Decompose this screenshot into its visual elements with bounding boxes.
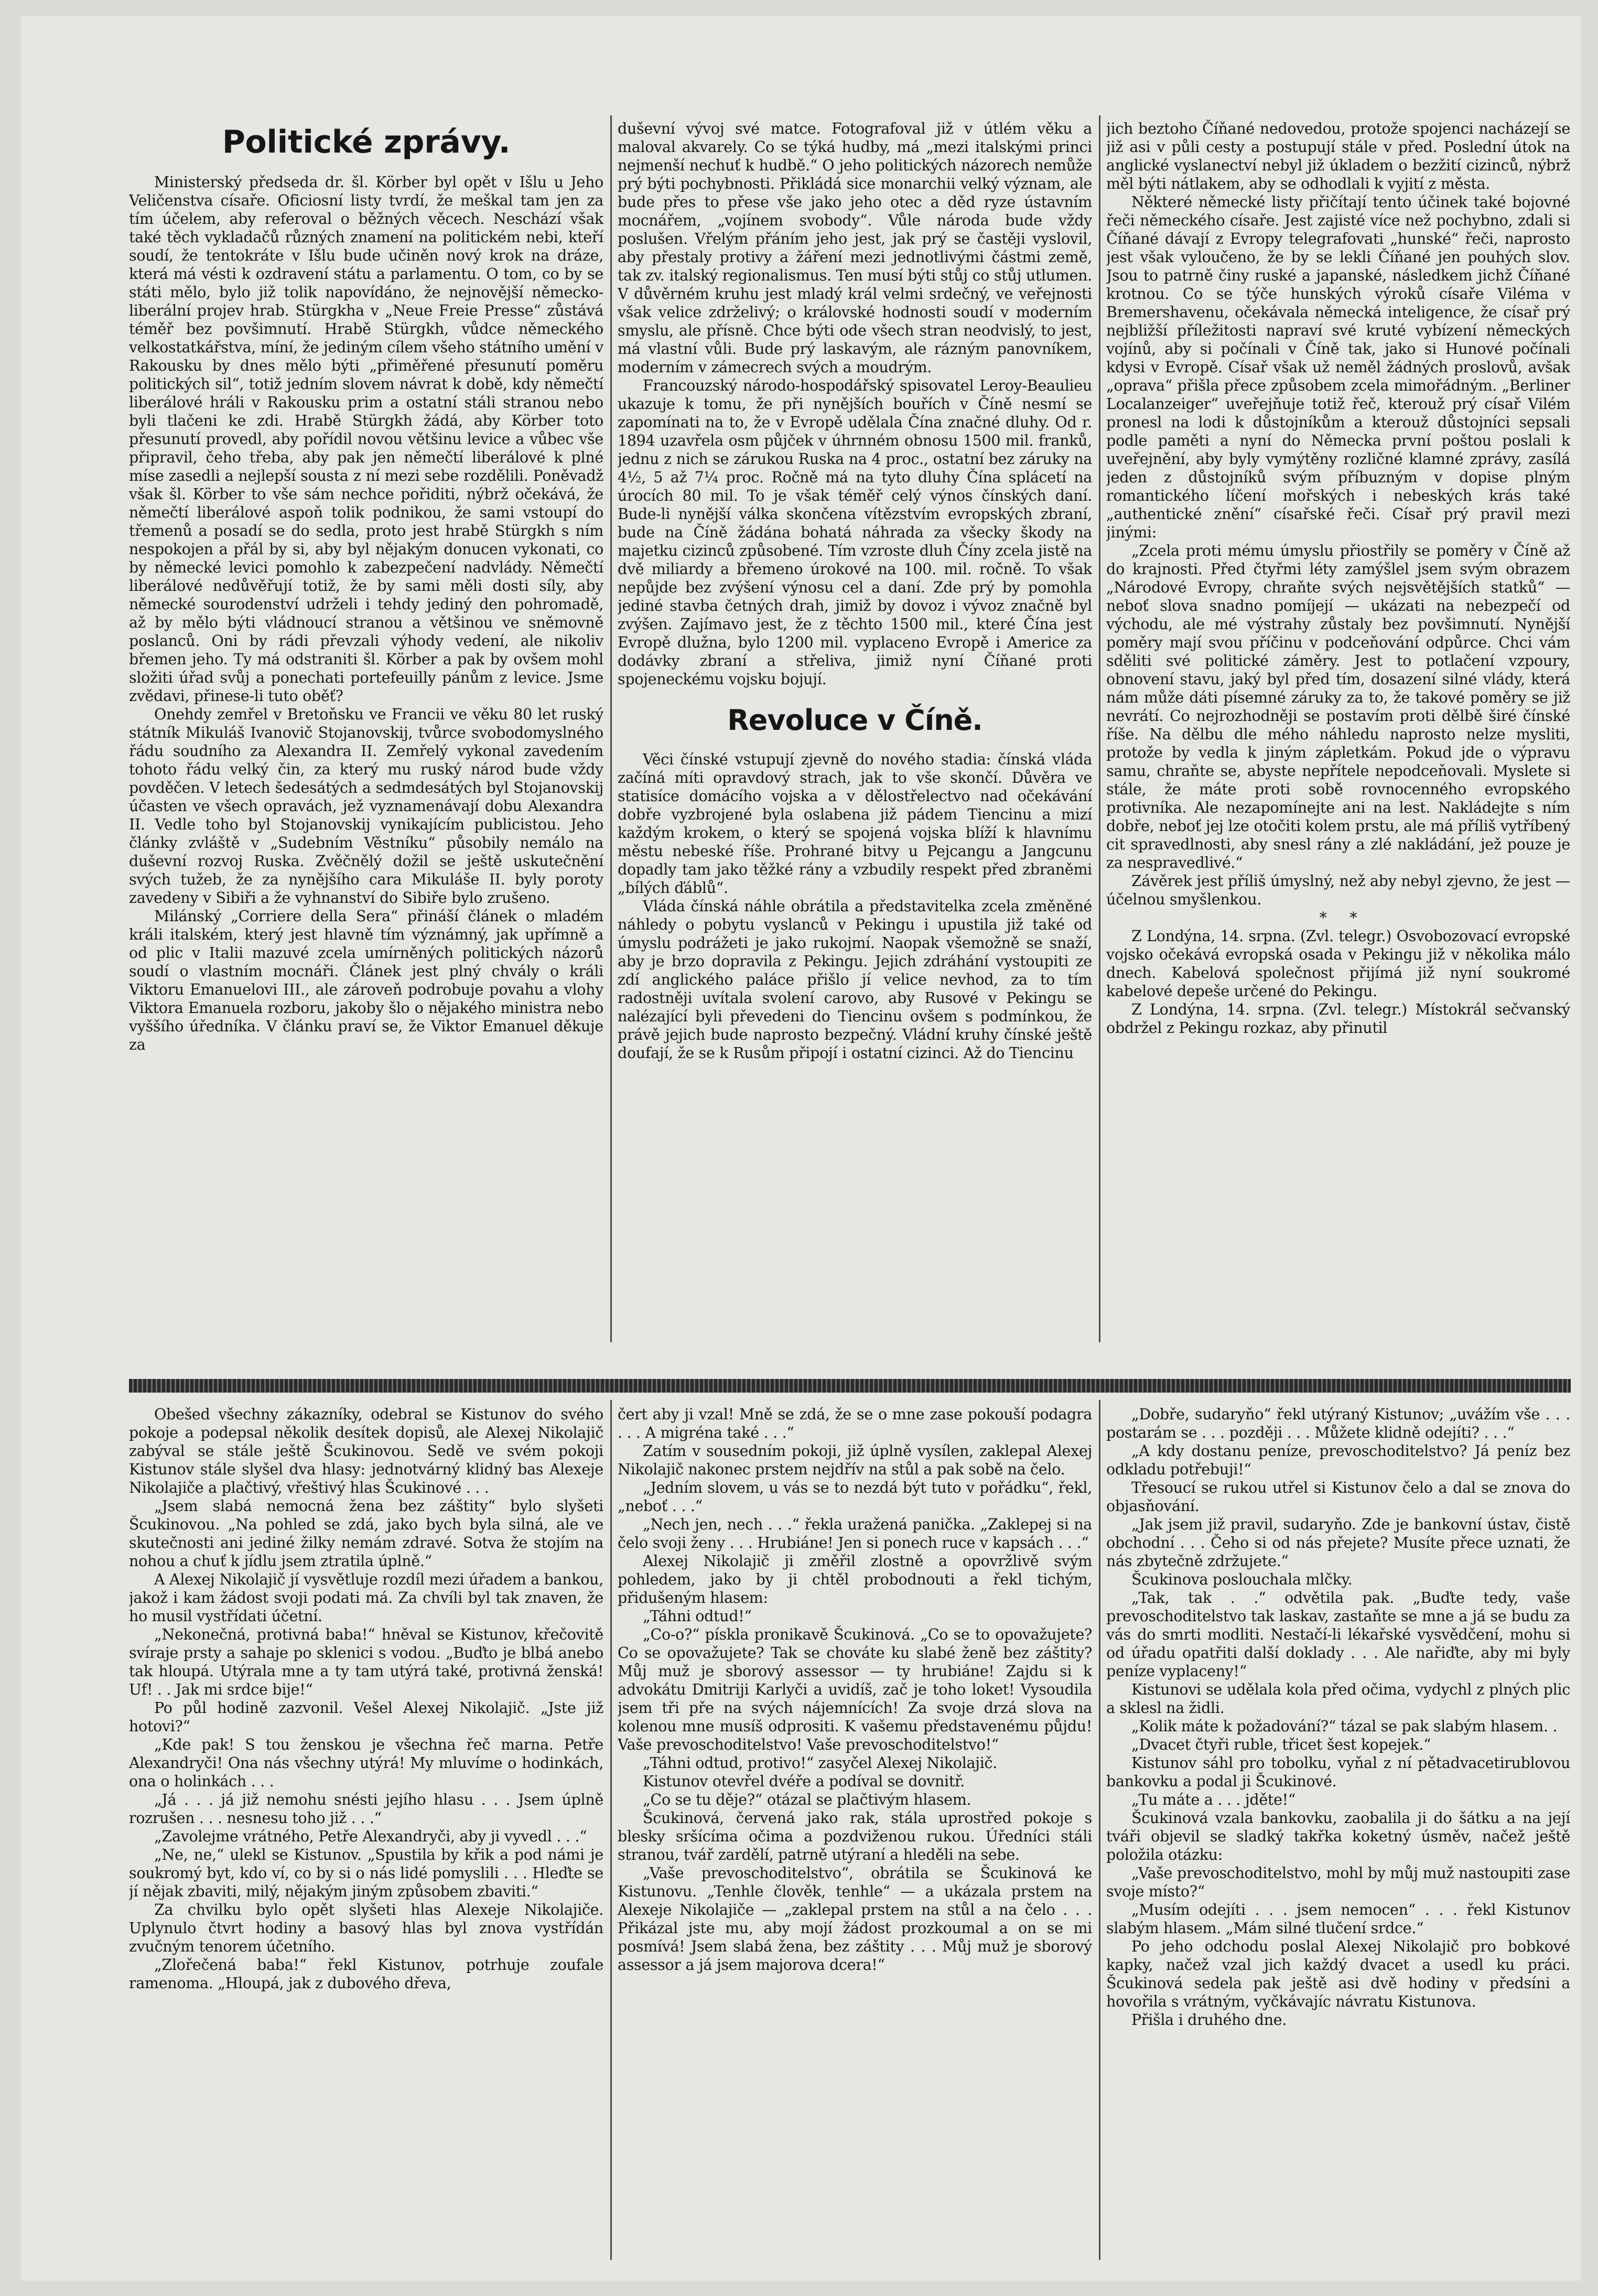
paragraph: jich beztoho Číňané nedovedou, protože spojenci nacházejí se již asi v půli cesty a postupují stále v před. Poslední útok na anglické vyslanectví nebyl již úkladem o bezžití cizinců, nýbrž měl býti nátlakem, aby se odhodlali k vyjití z města.	[1106, 120, 1570, 192]
paragraph: „Táhni odtud, protivo!“ zasyčel Alexej Nikolajič.	[643, 1754, 997, 1772]
paragraph: Milánský „Corriere della Sera“ přináší článek o mladém králi italském, který jest hlavně tím význámný, jak upřímně a od plic v Italii mazuvé zcela umírněných politických názorů soudí o vlastním mocnáři. Článek jest plný chvály o králi Viktoru Emanuelovi III., ale zároveň podrobuje povahu a vlohy Viktora Emanuela rozboru, jakoby šlo o nějakého ministra nebo vyššího úředníka. V článku praví se, že Viktor Emanuel děkuje za	[129, 908, 603, 1053]
paragraph: „Kolik máte k požadování?“ tázal se pak slabým hlasem. .	[1131, 1718, 1558, 1735]
paragraph: čert aby ji vzal! Mně se zdá, že se o mne zase pokouší podagra . . . A migréna také . . .“	[618, 1406, 1092, 1441]
paragraph: Ministerský předseda dr. šl. Körber byl opět v Išlu u Jeho Veličenstva císaře. Oficiosní listy tvrdí, že meškal tam jen za tím účelem, aby referoval o běžných věcech. Neschází však také těch vykladačů různých znamení na politickém nebi, kteří soudí, že tentokráte v Išlu bude učiněn nový krok na dráze, která má vésti k ozdravení státu a parlamentu. O tom, co by se státi mělo, bylo již tolik napovídáno, že nejnovější německo-liberální projev hrab. Stürgkha v „Neue Freie Presse“ zůstává téměř bez povšimnutí. Hrabě Stürgkh, vůdce německého velkostatkářstva, míní, že jediným cílem všeho státního umění v Rakousku by dnes mělo býti „přiměřené přesunutí poměru politických sil“, totiž jedním slovem návrat k době, kdy němečtí liberálové hráli v Rakousku prim a ostatní stáli stranou nebo byli tlačeni ke zdi. Hrabě Stürgkh žádá, aby Körber toto přesunutí provedl, aby pořídil novou většinu levice a vůbec vše připravil, čeho třeba, aby pak jen němečtí liberálové k plné míse zasedli a nejlepší sousta z ní mezi sebe rozdělili. Poněvadž však šl. Körber to vše sám nechce pořiditi, nýbrž očekává, že němečtí liberálové aspoň tolik podnikou, že sami vstoupí do třemenů a posadí se do sedla, proto jest hrabě Stürgkh s ním nespokojen a přál by si, aby byl nějakým donucen vykonati, co by německé levici pomohlo k zabezpečení nadvlády. Němečtí liberálové nedůvěřují totiž, že by sami měli dosti síly, aby německé sourodenství udrželi i tehdy jediný den pohromadě, až by mělo býti vládnoucí stranou a většinou ve sněmovně poslanců. Oni by rádi převzali výhody vedení, ale nikoliv břemen jeho. Ty má odstraniti šl. Körber a pak by ovšem mohl složiti úřad svůj a ponechati portefeuilly pánům z levice. Jsme zvědavi, přinese-li tuto oběť?	[129, 174, 603, 705]
paragraph: „Kde pak! S tou ženskou je všechna řeč marna. Petře Alexandryči! Ona nás všechny utýrá! My mluvíme o hodinkách, ona o holinkách . . .	[129, 1736, 603, 1790]
feuilleton-column-3	[1106, 1405, 1570, 2260]
feuilleton-column-2	[618, 1405, 1092, 2260]
paragraph: Závěrek jest příliš úmyslný, než aby nebyl zjevno, že jest — účelnou smyšlenkou.	[1106, 872, 1570, 908]
paragraph: Obešed všechny zákazníky, odebral se Kistunov do svého pokoje a podepsal několik desítek dopisů, ale Alexej Nikolajič zabýval se stále ještě Šcukinovou. Sedě ve svém pokoji Kistunov stále slyšel dva hlasy: jednotvárný klidný bas Alexeje Nikolajiče a plačtivý, vřeštivý hlas Šcukinové . . .	[129, 1406, 603, 1496]
paragraph: Šcukinová vzala bankovku, zaobalila ji do šátku a na její tváři objevil se sladký takřka koketný úsměv, načež ještě položila otázku:	[1106, 1809, 1570, 1863]
paragraph: Po půl hodině zazvonil. Vešel Alexej Nikolajič. „Jste již hotovi?“	[129, 1699, 603, 1735]
paragraph: „Dvacet čtyři ruble, třicet šest kopejek.“	[1131, 1736, 1431, 1753]
article-title-political-news: Politické zprávy.	[222, 124, 511, 160]
column-divider	[610, 1400, 612, 2260]
feuilleton-separator	[129, 1379, 1571, 1393]
paragraph: „Nech jen, nech . . .“ řekla uražená panička. „Zaklepej si na čelo svoji ženy . . . Hrubiáne! Jen si ponech ruce v kapsách . . .“	[618, 1516, 1092, 1551]
paragraph: Některé německé listy přičítají tento účinek také bojovné řeči německého císaře. Jest zajisté více než pochybno, zdali si Číňané dávají z Evropy telegrafovati „hunské“ řeči, naprosto jest však vyloučeno, že by se lekli Číňané jen pouhých slov. Jsou to patrně činy ruské a japanské, následkem jichž Číňané krotnou. Co se týče hunských výroků císaře Viléma v Bremershavenu, očekávala německá inteligence, že císař prý nejbližší příležitosti napraví své kruté vybízení německých vojínů, aby si počínali v Číně tak, jako si Hunové počínali kdysi v Evropě. Císař však už neměl žádných proslovů, avšak „oprava“ přišla přece způsobem zcela mimořádným. „Berliner Localanzeiger“ uveřejňuje totiž řeč, kterouž prý císař Vilém pronesl na lodi k důstojníkům a kterouž důstojníci sepsali podle paměti a nyní do Německa první poštou poslali k uveřejnění, aby byly vymýtěny rozličné klamné zprávy, zasílá jeden z důstojníků svým příbuzným v dopise plným romantického líčení mořských i nebeských krás také „authentické znění“ císařské řeči. Císař prý pravil mezi jinými:	[1106, 193, 1570, 541]
paragraph: Za chvilku bylo opět slyšeti hlas Alexeje Nikolajiče. Uplynulo čtvrt hodiny a basový hlas byl znova vystřídán zvučným tenorem účetního.	[129, 1901, 603, 1955]
paragraph: Alexej Nikolajič ji změřil zlostně a opovržlivě svým pohledem, jako by ji chtěl probodnouti a řekl tichým, přidušeným hlasem:	[618, 1553, 1092, 1607]
paragraph: „Jedním slovem, u vás se to nezdá být tuto v pořádku“, řekl, „neboť . . .“	[618, 1479, 1092, 1515]
paragraph: „Ne, ne,“ ulekl se Kistunov. „Spustila by křik a pod námi je soukromý byt, kdo ví, co by si o nás lidé pomyslili . . . Hleďte se jí nějak zbaviti, milý, nějakým jiným způsobem zbaviti.“	[129, 1846, 603, 1900]
paragraph: „Já . . . já již nemohu snésti jejího hlasu . . . Jsem úplně rozrušen . . . nesnesu toho již . . .“	[129, 1791, 603, 1827]
paragraph: „Co se tu děje?“ otázal se plačtivým hlasem.	[643, 1791, 971, 1808]
paragraph: „Vaše prevoschoditelstvo“, obrátila se Šcukinová ke Kistunovu. „Tenhle člověk, tenhle“ — a ukázala prstem na Alexeje Nikolajiče — „zaklepal prstem na stůl a na čelo . . . Přikázal jste mu, aby mojí žádost prozkoumal a on se mi posmívá! Jsem slabá žena, bez záštity . . . Můj muž je sborový assessor a já jsem majorova dcera!“	[618, 1864, 1092, 1974]
paragraph: Onehdy zemřel v Bretoňsku ve Francii ve věku 80 let ruský státník Mikuláš Ivanovič Stojanovskij, tvůrce svobodomyslného řádu soudního za Alexandra II. Zemřelý vykonal zavedením tohoto řádu velký čin, za který mu ruský národ bude vždy povděčen. V letech šedesátých a sedmdesátých byl Stojanovskij účasten ve všech opravách, jež vyznamenávají dobu Alexandra II. Vedle toho byl Stojanovskij vynikajícím publicistou. Jeho články zvláště v „Sudebním Věstníku“ působily nemálo na duševní rozvoj Ruska. Zvěčnělý dožil se ještě uskutečnění svých tužeb, že za nynějšího cara Mikuláše II. byly poroty zavedeny v Sibiři a že vyhnanství do Sibiře bylo zrušeno.	[129, 706, 603, 907]
paragraph: Kistunov otevřel dvéře a podíval se dovnitř.	[643, 1773, 965, 1790]
paragraph: A Alexej Nikolajič jí vysvětluje rozdíl mezi úřadem a bankou, jakož i kam žádost svoji podati má. Za chvíli byl tak znaven, že ho musil vystřídati účetní.	[129, 1571, 603, 1625]
paragraph: Francouzský národo-hospodářský spisovatel Leroy-Beaulieu ukazuje k tomu, že při nynějších bouřích v Číně nesmí se zapomínati na to, že v Evropě udělala Čína značné dluhy. Od r. 1894 uzavřela osm půjček v úhrnném obnosu 1500 mil. franků, jednu z nich se zárukou Ruska na 4 proc., ostatní bez záruky na 4½, 5 až 7¼ proc. Ročně má na tyto dluhy Čína splácetí na úrocích 80 mil. To je však téměř celý výnos čínských daní. Bude-li nynější válka skončena vítězstvím evropských zbraní, bude na Číně žádána bohatá náhrada za všecky škody na majetku cizinců způsobené. Tím vzroste dluh Číny zcela jistě na dvě miliardy a břemeno úrokové na 100. mil. ročně. To však nepůjde bez zvýšení výnosu cel a daní. Zde prý by pomohla jediné stavba četných drah, jimiž by dovoz i vývoz značně byl zvýšen. Zajímavo jest, že z těchto 1500 mil., které Čína jest Evropě dlužna, bylo 1200 mil. vyplaceno Evropě i Americe za dodávky zbraní a střeliva, jimiž nyní Číňané proti spojeneckému vojsku bojují.	[618, 377, 1092, 688]
paragraph: Přišla i druhého dne.	[1131, 2011, 1287, 2029]
paragraph: „Zcela proti mému úmyslu přiostřily se poměry v Číně až do krajnosti. Před čtyřmi léty zamýšlel jsem svým obrazem „Národové Evropy, chraňte svých nejsvětějších statků“ — neboť slova snadno pomíjejí — ukázati na nebezpečí od východu, ale mé výstrahy zůstaly bez povšimnutí. Nynější poměry mají svou příčinu v podceňování odpůrce. Chci vám sděliti své politické záměry. Jest to potlačení vzpoury, obnovení stavu, jaký byl před tím, dosazení silné vlády, která nám může dáti písemné záruky za to, že takové poměry se již nevrátí. Co nejrozhodněji se postavím proti dělbě širé čínské říše. Na dělbu dle mého náhledu naprosto nelze mysliti, protože by vedla k jiným zápletkám. Pokud jde o výpravu samu, chraňte se, abyste nepřítele nepodceňovali. Myslete si stále, že máte proti sobě rovnocenného evropského protivníka. Ale nezapomínejte ani na lest. Nakládejte s ním dobře, neboť jej lze otočiti kolem prstu, ale má příliš vytříbený cit spravedlnosti, aby snesl rány a zlé nakládání, jež pouze je za nespravedlivé.“	[1106, 542, 1570, 871]
paragraph: duševní vývoj své matce. Fotografoval již v útlém věku a maloval akvarely. Co se týká hudby, má „mezi italskými princi nejmenší nechuť k hudbě.“ O jeho politických názorech nemůže prý býti pochybnosti. Přikládá sice monarchii velký význam, ale bude přes to přese vše jako jeho otec a děd ryze ústavním mocnářem, „vojínem svobody“. Vůle národa bude vždy poslušen. Vřelým přáním jeho jest, jak prý se častěji vyslovil, aby přestaly protivy a žáření mezi jednotlivými částmi země, tak zv. italský regionalismus. Ten musí býti stůj co stůj utlumen. V důvěrném kruhu jest mladý král velmi srdečný, ve veřejnosti však velice zdrželivý; o královské hodnosti soudí v moderním smyslu, ale přísně. Chce býti ode všech stran neodvislý, to jest, má vlastní vůli. Bude prý laskavým, ale rázným panovníkem, moderním v zámecrech svých a moudrým.	[618, 120, 1092, 376]
article-title-revolution-in-china: Revoluce v Číně.	[727, 704, 982, 737]
column-divider	[1099, 115, 1100, 1342]
paragraph: Šcukinová, červená jako rak, stála uprostřed pokoje s blesky sršícíma očima a pozdviženou rukou. Úředníci stáli stranou, tvář zardělí, patrně utýraní a hleděli na sebe.	[618, 1809, 1092, 1863]
telegram: Z Londýna, 14. srpna. (Zvl. telegr.) Osvobozovací evropské vojsko očekává evropská osada v Pekingu již v několika málo dnech. Kabelová společnost přijímá již nyní soukromé kabelové depeše určené do Pekingu.	[1106, 928, 1570, 1000]
paragraph: „Musím odejíti . . . jsem nemocen“ . . . řekl Kistunov slabým hlasem. „Mám silné tlučení srdce.“	[1106, 1901, 1570, 1937]
paragraph: „Zlořečená baba!“ řekl Kistunov, potrhuje zoufale ramenoma. „Hloupá, jak z dubového dřeva,	[129, 1956, 603, 1992]
paragraph: „Dobře, sudaryňo“ řekl utýraný Kistunov; „uvážím vše . . . postarám se . . . později . . . Můžete klidně odejíti? . . .“	[1106, 1406, 1570, 1441]
column-2	[618, 120, 1092, 1342]
paragraph: „A kdy dostanu peníze, prevoschoditelstvo? Já peníz bez odkladu potřebuji!“	[1106, 1442, 1570, 1478]
separator-stars: * *	[1319, 909, 1357, 926]
paragraph: „Táhni odtud!“	[643, 1608, 752, 1625]
column-3	[1106, 120, 1570, 1342]
paragraph: „Vaše prevoschoditelstvo, mohl by můj muž nastoupiti zase svoje místo?“	[1106, 1864, 1570, 1900]
paragraph: Kistunovi se udělala kola před očima, vydychl z plných plic a sklesl na židli.	[1106, 1681, 1570, 1717]
paragraph: „Jak jsem již pravil, sudaryňo. Zde je bankovní ústav, čistě obchodní . . . Čeho si od nás přejete? Musíte přece uznati, že nás zbytečně zdržujete.“	[1106, 1516, 1570, 1570]
telegram: Z Londýna, 14. srpna. (Zvl. telegr.) Místokrál sečvanský obdržel z Pekingu rozkaz, aby přinutil	[1106, 1001, 1570, 1037]
newspaper-page	[21, 16, 1581, 2281]
column-divider	[610, 115, 612, 1342]
paragraph: „Nekonečná, protivná baba!“ hněval se Kistunov, křečovitě svíraje prsty a sahaje po sklenici s vodou. „Buďto je blbá anebo tak hloupá. Utýrala mne a ty tam utýrá také, protivná ženská! Uf! . . Jak mi srdce bije!“	[129, 1626, 603, 1698]
paragraph: „Co-o?“ pískla pronikavě Šcukinová. „Co se to opovažujete? Co se opovažujete? Tak se chováte ku slabé ženě bez záštity? Můj muž je sborový assessor — ty hrubiáne! Zajdu si k advokátu Dmitriji Karlyči a uvidíš, zač je toho loket! Vysoudila jsem tři pře na svých nájemnících! Za svoje drzá slova na kolenou mne musíš odprositi. K vašemu představenému půjdu! Vaše prevoschoditelstvo! Vaše prevoschoditelstvo!“	[618, 1626, 1092, 1753]
paragraph: Vláda čínská náhle obrátila a představitelka zcela změněné náhledy o pobytu vyslanců v Pekingu i upustila již také od úmyslu podrážeti je jako rukojmí. Naopak všemožně se snaží, aby je brzo dopravila z Pekingu. Jejich zdráhání vystoupiti ze zdí anglického paláce přišlo jí velice nevhod, za to tím radostněji uvítala svolení carovo, aby Rusové v Pekingu se nalézající byli převedeni do Tiencinu ovšem s podmínkou, že právě jejich bude naprosto bezpečný. Vládní kruhy čínské ještě doufají, že se k Rusům připojí i ostatní cizinci. Až do Tiencinu	[618, 898, 1092, 1062]
paragraph: Po jeho odchodu poslal Alexej Nikolajič pro bobkové kapky, načež vzal jich každý dvacet a usedl ku práci. Šcukinová sedela pak ještě asi dvě hodiny v předsíni a hovořila s vrátným, vyčkávajíc návratu Kistunova.	[1106, 1938, 1570, 2010]
column-divider	[1099, 1400, 1100, 2260]
paragraph: „Zavolejme vrátného, Petře Alexandryči, aby ji vyvedl . . .“	[154, 1828, 587, 1845]
feuilleton-column-1	[129, 1405, 603, 2260]
paragraph: Zatím v sousedním pokoji, již úplně vysílen, zaklepal Alexej Nikolajič nakonec prstem nejdřív na stůl a pak sobě na čelo.	[618, 1442, 1092, 1478]
column-1	[129, 120, 603, 1342]
paragraph: „Tak, tak . .“ odvětila pak. „Buďte tedy, vaše prevoschoditelstvo tak laskav, zastaňte se mne a já se budu za vás do smrti modliti. Nestačí-li lékařské vysvědčení, mohu si od úřadu opatřiti další doklady . . . Ale nařiďte, aby mi byly peníze vyplaceny!“	[1106, 1589, 1570, 1680]
paragraph: Šcukinova poslouchala mlčky.	[1131, 1571, 1353, 1588]
paragraph: Třesoucí se rukou utřel si Kistunov čelo a dal se znova do objasňování.	[1106, 1479, 1570, 1515]
paragraph: Věci čínské vstupují zjevně do nového stadia: čínská vláda začíná míti opravdový strach, jak to vše skončí. Důvěra ve statisíce domácího vojska a v dělostřelectvo nad očekávání dobře vyzbrojené byla oslabena již pádem Tiencinu a mizí každým krokem, o který se spojená vojska blíží k hlavnímu městu nebeské říše. Prohrané bitvy u Pejcangu a Jangcunu dopadly tam jako těžké rány a vzbudily respekt před zbraněmi „bílých ďáblů“.	[618, 751, 1092, 897]
paragraph: „Jsem slabá nemocná žena bez záštity“ bylo slyšeti Šcukinovou. „Na pohled se zdá, jako bych byla silná, ale ve skutečnosti ani jediné žilky nemám zdravé. Sotva že stojím na nohou a chuť k jídlu jsem ztratila úplně.“	[129, 1497, 603, 1570]
paragraph: „Tu máte a . . . jděte!“	[1131, 1791, 1296, 1808]
paragraph: Kistunov sáhl pro tobolku, vyňal z ní pětadvacetirublovou bankovku a podal ji Šcukinové.	[1106, 1754, 1570, 1790]
